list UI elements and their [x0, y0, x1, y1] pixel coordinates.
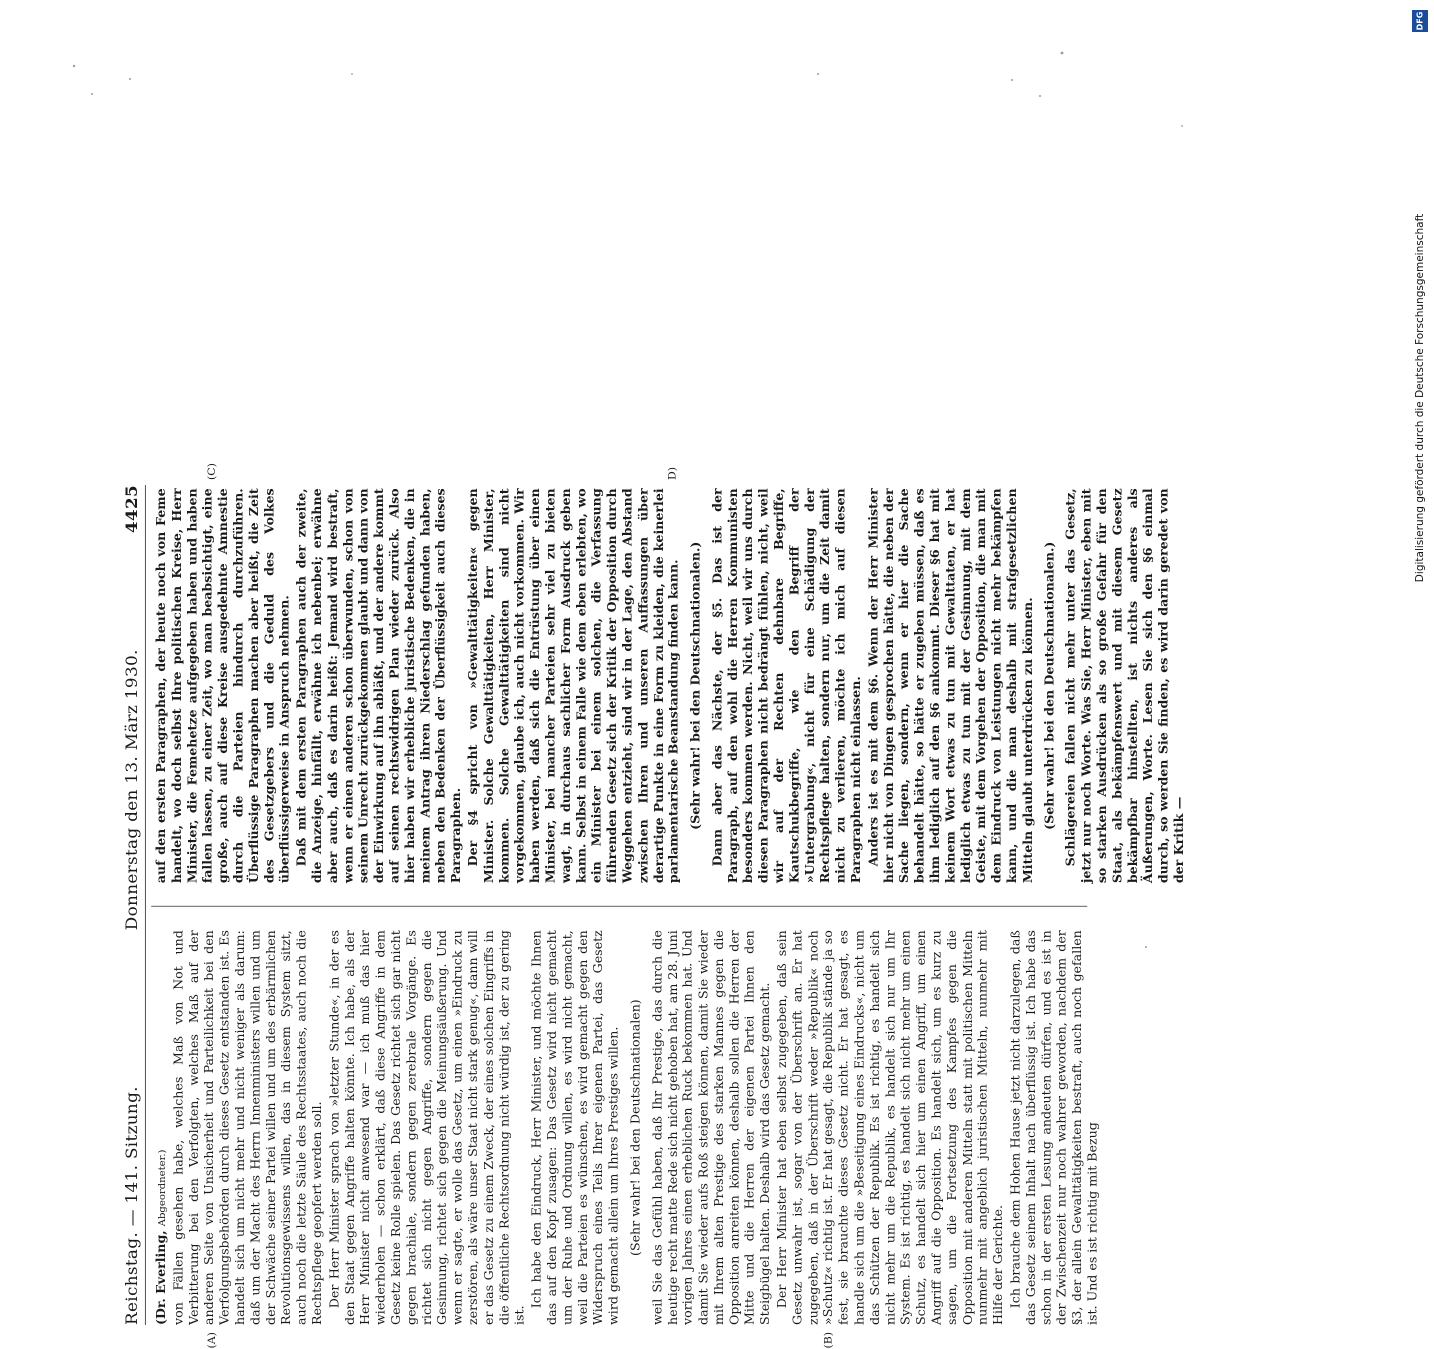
- right-interjection-2: (Sehr wahr! bei den Deutschnationalen.): [1042, 541, 1057, 830]
- dfg-stamp-text: Digitalisierung gefördert durch die Deutsche Forschungsgemeinschaft: [1414, 213, 1426, 583]
- dfg-logo-text: DFG: [1415, 11, 1425, 31]
- column-divider: [151, 906, 1087, 907]
- header-left: Reichstag. — 141. Sitzung.: [122, 1086, 142, 1325]
- right-column: [154, 488, 1189, 883]
- dfg-side-stamp: [1408, 8, 1432, 988]
- header-date: Donnerstag den 13. März 1930.: [122, 649, 142, 931]
- left-interjection-1: (Sehr wahr! bei den Deutschnationalen): [628, 999, 643, 1256]
- left-column: [154, 930, 1102, 1325]
- left-paragraph-5: Der Herr Minister hat eben selbst zugegeben, daß sein Gesetz unwahr ist, sogar von der Überschrift an. Er hat zugegeben, daß in der Überschrift weder »Republik« noch »Schutz« richtig ist. Er hat gesagt, die Republik stände ja so fest, sie brauchte dieses Gesetz nicht. Er hat gesagt, es handle sich um die »Beseitigung eines Eindrucks«, nicht um das Schützen der Republik. Es ist richtig, es handelt sich nicht mehr um die Republik, es handelt sich nur um Ihr System. Es ist richtig, es handelt sich nicht mehr um einen Schutz, es handelt sich hier um einen Angriff, um einen Angriff auf die Opposition. Es handelt sich, um es kurz zu sagen, um die Fortsetzung des Kampfes gegen die Opposition mit anderen Mitteln statt mit politischen Mitteln nunmehr mit angeblich juristischen Mitteln, nunmehr mit Hilfe der Gerichte.: [775, 930, 1006, 1325]
- right-paragraph-4: Dann aber das Nächste, der §5. Das ist der Paragraph, auf den wohl die Herren Kommunisten besonders kommen werden. Nicht, weil wir uns durch diesen Paragraphen nicht bedrängt fühlen, nicht, weil wir auf der Rechten dehnbare Begriffe, Kautschukbegriffe, wie den Begriff der »Untergrabung«, nicht für eine Schädigung der Rechtspflege halten, sondern nur, um die Zeit damit nicht zu verlieren, möchte ich mich auf diesen Paragraphen nicht einlassen.: [710, 488, 864, 884]
- left-paragraph-4: weil Sie das Gefühl haben, daß Ihr Prestige, das durch die heutige recht matte Rede sich nicht gehoben hat, am 28. Juni vorigen Jahres einen erheblichen Ruck bekommen hat. Und damit Sie wieder aufs Roß steigen können, damit Sie wieder mit Ihrem alten Prestige des starken Mannes gegen die Opposition anreiten können, deshalb sollen die Herren der Mitte und die Herren der eigenen Partei Ihnen den Steigbügel halten. Deshalb wird das Gesetz gemacht.: [650, 930, 773, 1325]
- left-paragraph-6: Ich brauche dem Hohen Hause jetzt nicht darzulegen, daß das Gesetz seinem Inhalt nach überflüssig ist. Ich habe das schon in der ersten Lesung andeuten dürfen, und es ist in der Zwischenzeit nur noch wahrer geworden, nachdem der §3, der allein Gewalttätigkeiten bestraft, auch noch gefallen ist. Und es ist richtig mit Bezug: [1008, 930, 1100, 1325]
- right-paragraph-2: Daß mit dem ersten Paragraphen auch der zweite, die Anzeige, hinfällt, erwähne ich nebenbei; erwähne aber auch, daß es darin heißt: Jemand wird bestraft, wenn er einen anderen schon überwunden, schon von seinem Unrecht zurückgekommen glaubt und dann von der Einwirkung auf ihn abläßt, und der andere kommt auf seinen rechtswidrigen Plan wieder zurück. Also hier haben wir erhebliche juristische Bedenken, die in meinem Antrag ihren Niederschlag gefunden haben, neben den Bedenken der Überflüssigkeit auch dieses Paragraphen.: [294, 488, 464, 884]
- page-number: 4425: [122, 485, 142, 534]
- margin-letter-c: (C): [206, 463, 219, 480]
- rotated-newspaper-page: [120, 463, 1187, 1349]
- header-rule: [145, 485, 146, 1325]
- left-paragraph-1: von Fällen gesehen habe, welches Maß von Not und Verbitterung bei den Verfolgten, welches Maß auf der anderen Seite von Unsicherheit und Parteilichkeit bei den Verfolgungsbehörden durch dieses Gesetz entstanden ist. Es handelt sich um nicht mehr und nicht weniger als darum: daß um der Macht des Herrn Innenministers willen und um der Schwäche seiner Partei willen und um des erbärmlichen Revolutionsgewissens willen, das in diesem System sitzt, auch noch die letzte Säule des Rechtsstaates, auch noch die Rechtspflege geopfert werden soll.: [171, 930, 325, 1325]
- speaker-name: (Dr. Everling,: [154, 1230, 169, 1325]
- left-paragraph-2: Der Herr Minister sprach von »letzter Stunde«, in der es den Staat gegen Angriffe halten könnte. Ich habe, als der Herr Minister nicht anwesend war — ich muß das hier wiederholen — schon erklärt, daß diese Angriffe in dem Gesetz keine Rolle spielen. Das Gesetz richtet sich gar nicht gegen brachiale, sondern gegen zerebrale Vorgänge. Es richtet sich nicht gegen Angriffe, sondern gegen die Gesinnung, richtet sich gegen die Meinungsäußerung. Und wenn er sagte, er wolle das Gesetz, um einen »Eindruck zu zerstören, als wäre unser Staat nicht stark genug«, dann will er das Gesetz zu einem Zweck, der eines solchen Eingriffs in die öffentliche Rechtsordnung nicht würdig ist, der zu gering ist.: [327, 930, 527, 1325]
- speaker-line: [154, 930, 169, 1325]
- right-paragraph-5: Anders ist es mit dem §6. Wenn der Herr Minister hier nicht von Dingen gesprochen hätte, die neben der Sache liegen, sondern, wenn er hier die Sache behandelt hätte, so hätte er zugeben müssen, daß es ihm lediglich auf den §6 ankommt. Dieser §6 hat mit keinem Wort etwas zu tun mit Gewalttaten, er hat lediglich etwas zu tun mit der Gesinnung, mit dem Geiste, mit dem Vorgehen der Opposition, die man mit dem Eindruck von Leistungen nicht mehr bekämpfen kann, und die man deshalb mit strafgesetzlichen Mitteln glaubt unterdrücken zu können.: [866, 488, 1035, 884]
- margin-letter-b: (B): [822, 1331, 835, 1349]
- right-interjection-1: (Sehr wahr! bei den Deutschnationalen.): [688, 541, 703, 830]
- right-paragraph-1: auf den ersten Paragraphen, der heute noch von Feme handelt, wo doch selbst Ihre politischen Kreise, Herr Minister, die Femehetze aufgegeben haben und haben fallen lassen, zu einer Zeit, wo man beabsichtigt, eine große, auch auf diese Kreise ausgedehnte Amnestie durch die Parteien hindurch durchzuführen. Überflüssige Paragraphen machen aber heißt, die Zeit des Gesetzgebers und die Geduld des Volkes überflüssigerweise in Anspruch nehmen.: [154, 488, 292, 884]
- page-header: [120, 485, 143, 1325]
- margin-letter-d: D): [666, 466, 679, 480]
- right-paragraph-3: Der §4 spricht von »Gewalttätigkeiten« gegen Minister. Solche Gewalttätigkeiten, Herr Minister, kommen. Solche Gewalttätigkeiten sind nicht vorgekommen, glaube ich, auch nicht vorkommen. Wir haben werden, daß sich die Entrüstung über einen Minister, bei mancher Parteien sehr viel zu bieten wagt, in durchaus sachlicher Form Ausdruck geben kann. Selbst in einem Falle wie dem eben erlebten, wo ein Minister bei einem solchen, die Verfassung führenden Gesetz sich der Kritik der Opposition durch Weggehen entzieht, sind wir in der Lage, den Abstand zwischen Ihren und unseren Auffassungen über derartige Punkte in eine Form zu kleiden, die keinerlei parlamentarische Beanstandung finden kann.: [466, 488, 682, 884]
- speaker-role: Abgeordneter.): [156, 1149, 168, 1227]
- margin-letter-a: (A): [206, 1332, 219, 1349]
- right-paragraph-6: Schlägereien fallen nicht mehr unter das Gesetz, jetzt nur noch Worte. Was Sie, Herr Minister, eben mit so starken Ausdrücken als so große Gefahr für den Staat, als bekämpfenswert und mit diesem Gesetz bekämpfbar hinstellten, ist nichts anderes als Äußerungen, Worte. Lesen Sie sich den §6 einmal durch, so werden Sie finden, es wird darin geredet von der Kritik —: [1064, 488, 1187, 884]
- left-paragraph-3: Ich habe den Eindruck, Herr Minister, und möchte Ihnen das auf den Kopf zusagen: Das Gesetz wird nicht gemacht um der Ruhe und Ordnung willen, es wird nicht gemacht, weil die Parteien es wünschen, es wird gemacht gegen den Widerspruch eines Teils Ihrer eigenen Partei, das Gesetz wird gemacht allein um Ihres Prestiges willen.: [529, 930, 621, 1325]
